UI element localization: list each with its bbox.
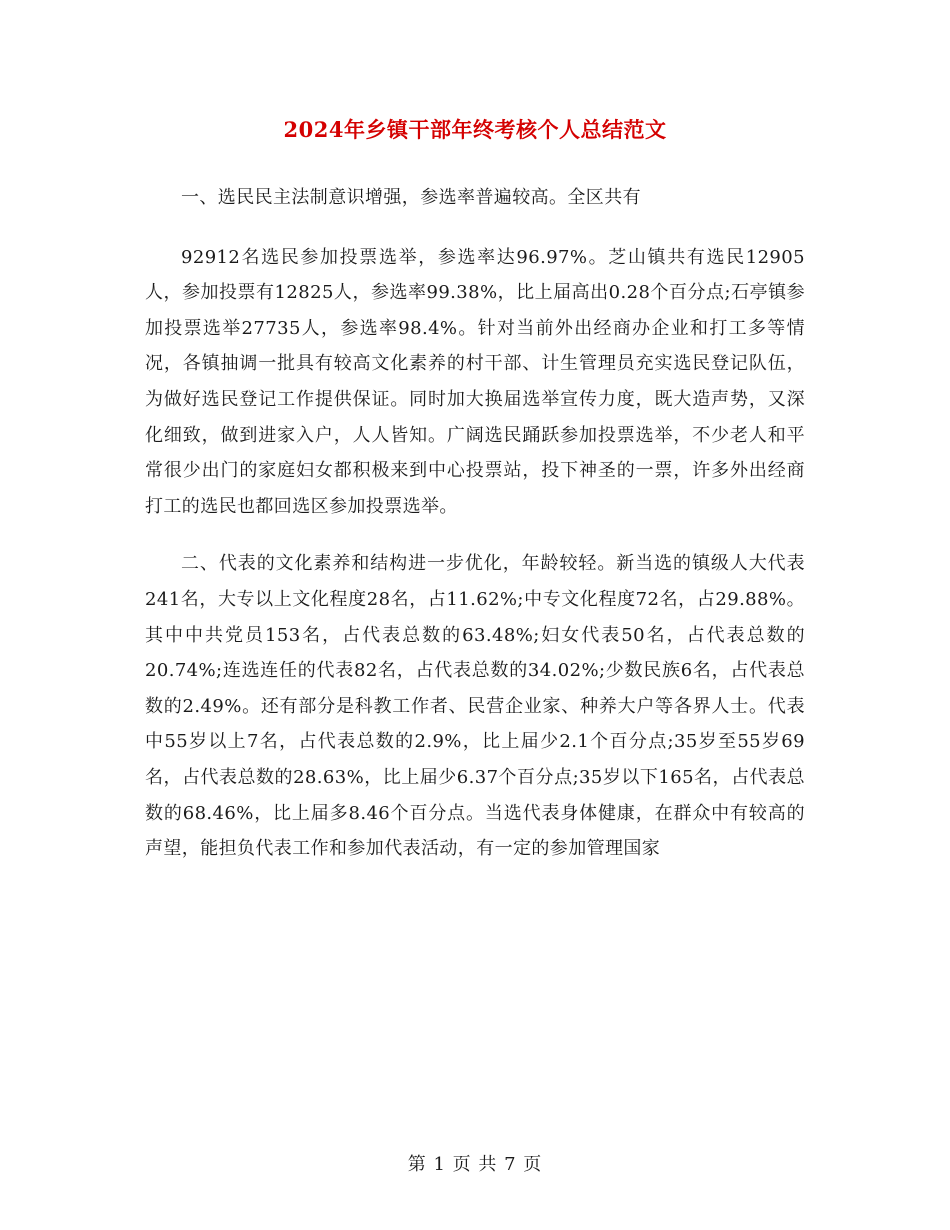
paragraph-1: 一、选民民主法制意识增强，参选率普遍较高。全区共有 <box>181 187 641 208</box>
paragraph-3: 二、代表的文化素养和结构进一步优化，年龄较轻。新当选的镇级人大代表241名，大专以上文化程度28名，占11.62%;中专文化程度72名，占29.88%。其中中共党员153名，占代表总数的63.48%;妇女代表50名，占代表总数的20.74%;连选连任的代表82名，占代表总数的34.02%;少数民族6名，占代表总数的2.49%。还有部分是科教工作者、民营企业家、种养大户等各界人士。代表中55岁以上7名，占代表总数的2.9%，比上届少2.1个百分点;35岁至55岁69名，占代表总数的28.63%，比上届少6.37个百分点;35岁以下165名，占代表总数的68.46%，比上届多8.46个百分点。当选代表身体健康，在群众中有较高的声望，能担负代表工作和参加代表活动，有一定的参加管理国家 <box>145 553 805 860</box>
document-title: 2024年乡镇干部年终考核个人总结范文 <box>283 117 667 142</box>
page-footer: 第 1 页 共 7 页 <box>407 1154 543 1175</box>
paragraph-2: 92912名选民参加投票选举，参选率达96.97%。芝山镇共有选民12905人，参加投票有12825人，参选率99.38%，比上届高出0.28个百分点;石亭镇参加投票选举27735人，参选率98.4%。针对当前外出经商办企业和打工多等情况，各镇抽调一批具有较高文化素养的村干部、计生管理员充实选民登记队伍，为做好选民登记工作提供保证。同时加大换届选举宣传力度，既大造声势，又深化细致，做到进家入户，人人皆知。广阔选民踊跃参加投票选举，不少老人和平常很少出门的家庭妇女都积极来到中心投票站，投下神圣的一票，许多外出经商打工的选民也都回选区参加投票选举。 <box>145 246 805 517</box>
document-body <box>145 180 805 893</box>
